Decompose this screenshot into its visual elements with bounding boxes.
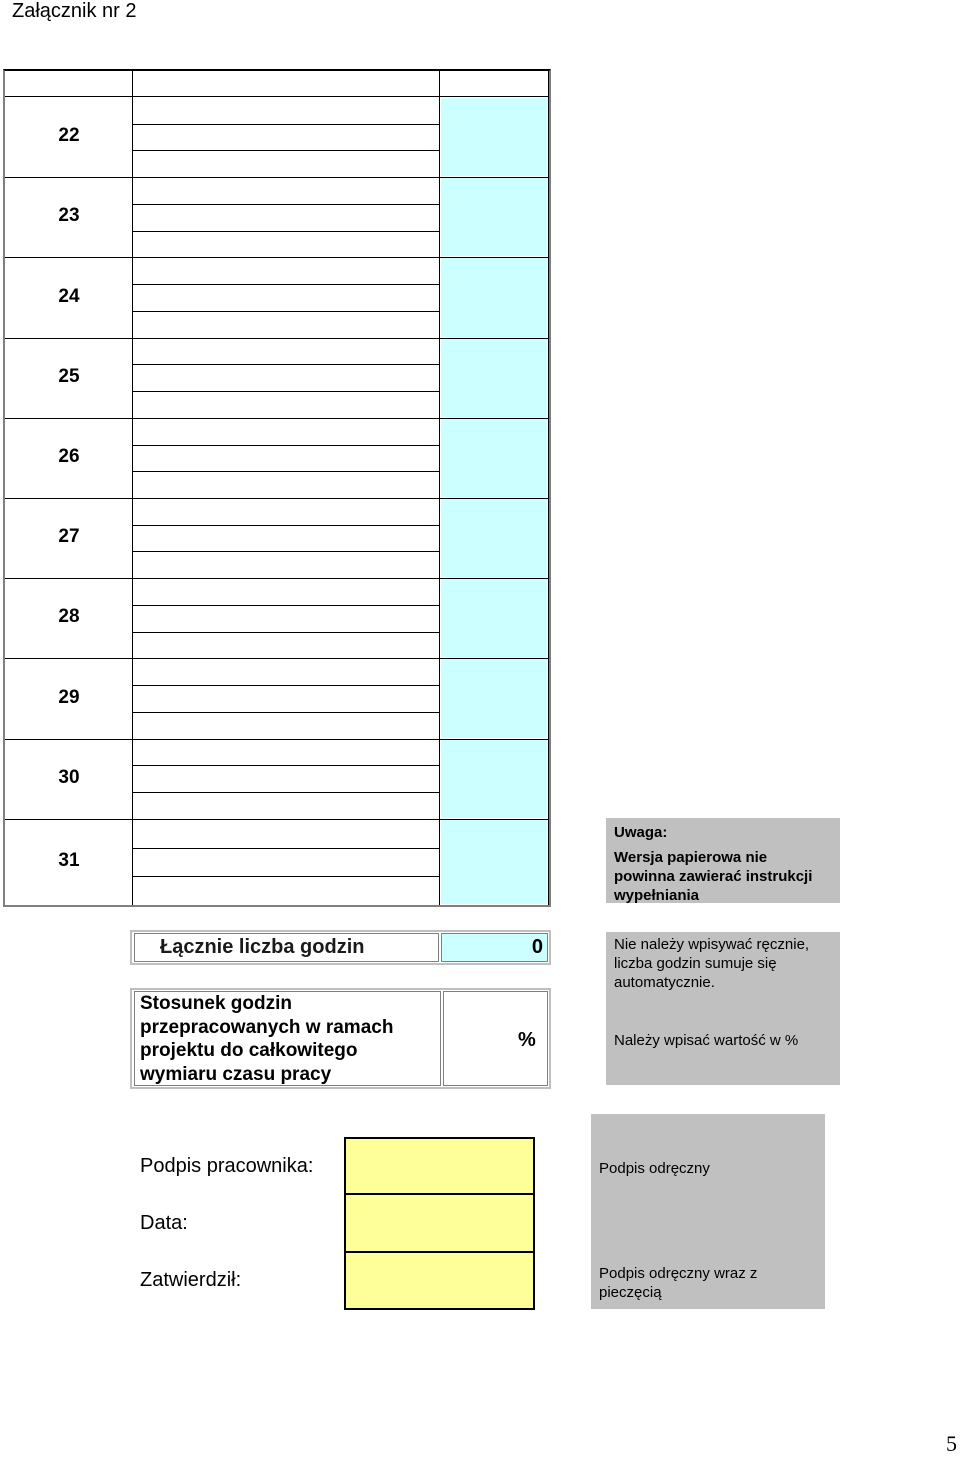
activity-input[interactable] bbox=[134, 552, 438, 577]
activity-input[interactable] bbox=[134, 526, 438, 551]
stamp-note-line: Podpis odręczny wraz z bbox=[599, 1265, 758, 1282]
approved-by-label: Zatwierdził: bbox=[140, 1269, 242, 1291]
ratio-label-line: Stosunek godzin bbox=[140, 993, 292, 1014]
hours-note bbox=[606, 932, 840, 1085]
day-hours-cell[interactable] bbox=[441, 178, 547, 256]
percent-note: Należy wpisać wartość w % bbox=[614, 1032, 799, 1049]
hours-note-line: liczba godzin sumuje się bbox=[614, 955, 777, 972]
day-number: 28 bbox=[58, 606, 80, 628]
activity-input[interactable] bbox=[134, 659, 438, 684]
page-number: 5 bbox=[946, 1431, 957, 1456]
activity-input[interactable] bbox=[134, 258, 438, 283]
activity-input[interactable] bbox=[134, 499, 438, 524]
day-hours-cell[interactable] bbox=[441, 740, 547, 818]
day-hours-cell[interactable] bbox=[441, 820, 547, 904]
warning-line: powinna zawierać instrukcji bbox=[614, 868, 813, 885]
activity-input[interactable] bbox=[134, 98, 438, 123]
activity-input[interactable] bbox=[134, 713, 438, 738]
employee-signature-label: Podpis pracownika: bbox=[140, 1155, 314, 1177]
activity-input[interactable] bbox=[134, 285, 438, 310]
warning-line: Wersja papierowa nie bbox=[614, 849, 768, 866]
day-hours-cell[interactable] bbox=[441, 258, 547, 336]
activity-input[interactable] bbox=[134, 606, 438, 631]
activity-input[interactable] bbox=[134, 205, 438, 230]
activity-input[interactable] bbox=[134, 849, 438, 876]
handwritten-signature-note: Podpis odręczny bbox=[599, 1160, 710, 1177]
activity-input[interactable] bbox=[134, 472, 438, 497]
stamp-signature-note bbox=[599, 1264, 819, 1302]
activity-input[interactable] bbox=[134, 151, 438, 176]
activity-input[interactable] bbox=[134, 766, 438, 791]
activity-input[interactable] bbox=[134, 178, 438, 203]
activity-input[interactable] bbox=[134, 419, 438, 444]
employee-signature-field[interactable] bbox=[344, 1137, 535, 1195]
activity-input[interactable] bbox=[134, 312, 438, 337]
activity-input[interactable] bbox=[134, 686, 438, 711]
date-label: Data: bbox=[140, 1212, 188, 1234]
activity-input[interactable] bbox=[134, 392, 438, 417]
day-number: 25 bbox=[58, 365, 80, 387]
day-number: 29 bbox=[58, 686, 80, 708]
warning-note bbox=[606, 818, 840, 903]
activity-input[interactable] bbox=[134, 339, 438, 364]
date-field[interactable] bbox=[344, 1194, 535, 1253]
total-hours-value: 0 bbox=[531, 936, 543, 958]
day-hours-cell[interactable] bbox=[441, 419, 547, 497]
activity-input[interactable] bbox=[134, 579, 438, 604]
activity-input[interactable] bbox=[134, 740, 438, 765]
stamp-note-line: pieczęcią bbox=[599, 1284, 662, 1301]
day-number: 31 bbox=[58, 849, 80, 871]
day-hours-cell[interactable] bbox=[441, 659, 547, 737]
activity-input[interactable] bbox=[134, 633, 438, 658]
day-hours-cell[interactable] bbox=[441, 98, 547, 176]
ratio-percent-sign: % bbox=[518, 1029, 536, 1051]
activity-input[interactable] bbox=[134, 125, 438, 150]
ratio-label bbox=[140, 992, 440, 1086]
day-number: 26 bbox=[58, 445, 80, 467]
activity-input[interactable] bbox=[134, 446, 438, 471]
day-hours-cell[interactable] bbox=[441, 499, 547, 577]
total-hours-label: Łącznie liczba godzin bbox=[160, 936, 365, 958]
activity-input[interactable] bbox=[134, 820, 438, 847]
ratio-label-line: projektu do całkowitego bbox=[140, 1040, 358, 1061]
warning-line: wypełniania bbox=[614, 887, 700, 904]
day-hours-cell[interactable] bbox=[441, 339, 547, 417]
day-number: 23 bbox=[58, 205, 80, 227]
day-number: 24 bbox=[58, 285, 80, 307]
warning-title: Uwaga: bbox=[614, 824, 668, 841]
column-divider bbox=[548, 70, 549, 905]
day-number: 22 bbox=[58, 125, 80, 147]
document-title: Załącznik nr 2 bbox=[12, 0, 137, 22]
day-number: 30 bbox=[58, 766, 80, 788]
activity-input[interactable] bbox=[134, 793, 438, 818]
activity-input[interactable] bbox=[134, 232, 438, 257]
day-hours-cell[interactable] bbox=[441, 579, 547, 657]
day-number: 27 bbox=[58, 526, 80, 548]
column-divider bbox=[439, 70, 440, 905]
ratio-label-line: wymiaru czasu pracy bbox=[140, 1063, 332, 1085]
ratio-label-line: przepracowanych w ramach bbox=[140, 1016, 394, 1038]
activity-input[interactable] bbox=[134, 365, 438, 390]
hours-note-line: automatycznie. bbox=[614, 974, 715, 991]
table-header-divider bbox=[5, 96, 549, 97]
approved-by-field[interactable] bbox=[344, 1252, 535, 1310]
hours-note-line: Nie należy wpisywać ręcznie, bbox=[614, 936, 810, 953]
activity-input[interactable] bbox=[134, 877, 438, 904]
